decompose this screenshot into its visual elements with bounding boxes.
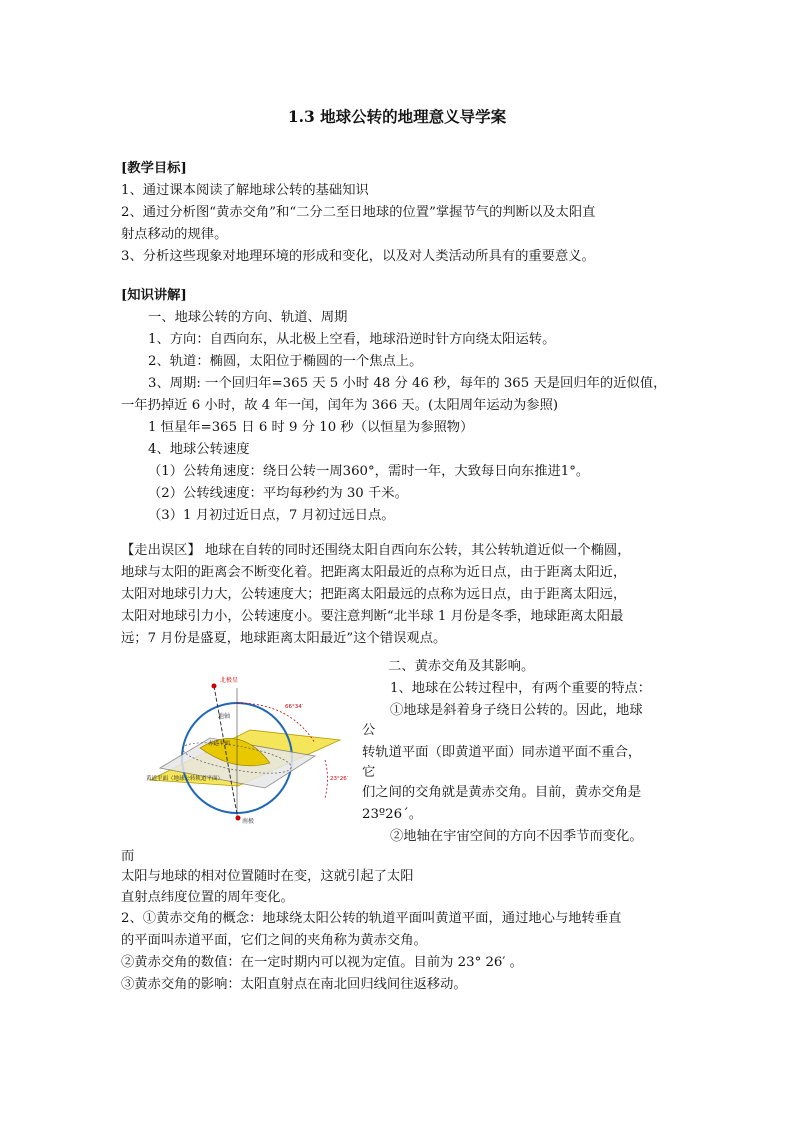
north-star-dot	[212, 684, 217, 689]
knowledge-line: （1）公转角速度：绕日公转一周360°，需时一年，大致每日向东推进1°。	[148, 464, 590, 479]
south-pole-dot	[236, 816, 241, 821]
knowledge-line: （2）公转线速度：平均每秒约为 30 千米。	[148, 486, 408, 501]
objective-line: 射点移动的规律。	[121, 227, 228, 242]
section2-heading: 二、黄赤交角及其影响。	[388, 659, 535, 674]
mistake-line: 地球与太阳的距离会不断变化着。把距离太阳最近的点称为近日点，由于距离太阳近，	[121, 565, 627, 580]
page-title: 1.3 地球公转的地理意义导学案	[287, 107, 507, 126]
objective-line: 3、分析这些现象对地理环境的形成和变化，以及对人类活动所具有的重要意义。	[121, 249, 595, 264]
section2-right-line: 1、地球在公转过程中，有两个重要的特点：	[390, 681, 652, 696]
objective-line: 2、通过分析图“黄赤交角”和“二分二至日地球的位置”掌握节气的判断以及太阳直	[121, 205, 596, 220]
section2-line: ②黄赤交角的数值：在一定时期内可以视为定值。目前为 23° 26′ 。	[121, 955, 523, 970]
knowledge-line: 4、地球公转速度	[148, 442, 250, 457]
section2-right-line: 转轨道平面（即黄道平面）同赤道平面不重合，	[362, 745, 642, 760]
label-angle-66: 66°34′	[285, 704, 303, 710]
section2-right-line: 们之间的交角就是黄赤交角。目前，黄赤交角是	[362, 785, 642, 800]
section2-right-line: ②地轴在宇宙空间的方向不因季节而变化。	[390, 829, 643, 844]
section2-line: 2、①黄赤交角的概念：地球绕太阳公转的轨道平面叫黄道平面，通过地心与地转垂直	[121, 911, 622, 926]
knowledge-line: 3、周期: 一个回归年=365 天 5 小时 48 分 46 秒，每年的 365 天是回归年的近似值，	[148, 376, 667, 391]
label-ecliptic-plane: 黄道平面（地球公转轨道平面）	[146, 776, 224, 782]
mistake-line: 【走出误区】 地球在自转的同时还围绕太阳自西向东公转，其公转轨道近似一个椭圆，	[121, 543, 631, 558]
section2-right-line: 公	[362, 723, 376, 738]
section2-right-line: 它	[362, 765, 376, 780]
section2-line: 太阳与地球的相对位置随时在变，这就引起了太阳	[121, 869, 414, 884]
mistake-line: 太阳对地球引力小，公转速度小。要注意判断“北半球 1 月份是冬季，地球距离太阳最	[121, 609, 624, 624]
section-heading: 一、地球公转的方向、轨道、周期	[148, 310, 348, 325]
section2-right-line: ①地球是斜着身子绕日公转的。因此，地球	[390, 703, 643, 718]
knowledge-line: 2、轨道：椭圆，太阳位于椭圆的一个焦点上。	[148, 354, 423, 369]
angle-arc	[325, 760, 328, 798]
label-angle-23: 23°26′	[330, 776, 348, 782]
knowledge-line: （3）1 月初过近日点，7 月初过远日点。	[148, 508, 395, 523]
objectives-heading: [教学目标]	[121, 161, 187, 176]
section2-line: 的平面叫赤道平面，它们之间的夹角称为黄赤交角。	[121, 933, 427, 948]
section2-line: ③黄赤交角的影响：太阳直射点在南北回归线间往返移动。	[121, 977, 467, 992]
knowledge-heading: [知识讲解]	[121, 288, 187, 303]
section2-line: 直射点纬度位置的周年变化。	[121, 890, 294, 905]
knowledge-line: 1 恒星年=365 日 6 时 9 分 10 秒（以恒星为参照物）	[148, 420, 474, 435]
label-axis: 地轴	[218, 713, 231, 720]
obliquity-diagram	[140, 668, 355, 828]
knowledge-line: 一年扔掉近 6 小时，故 4 年一闰，闰年为 366 天。(太阳周年运动为参照)	[121, 398, 559, 413]
label-equator-plane: 赤道平面	[208, 741, 231, 747]
label-south-pole: 南极	[242, 818, 255, 825]
label-north-star: 北极星	[220, 677, 239, 684]
section2-right-line: 23º26´。	[362, 807, 423, 822]
mistake-line: 远；7 月份是盛夏，地球距离太阳最近”这个错误观点。	[121, 631, 447, 646]
mistake-line: 太阳对地球引力大，公转速度大；把距离太阳最远的点称为远日点，由于距离太阳远，	[121, 587, 627, 602]
knowledge-line: 1、方向：自西向东，从北极上空看，地球沿逆时针方向绕太阳运转。	[148, 332, 556, 347]
objective-line: 1、通过课本阅读了解地球公转的基础知识	[121, 183, 369, 198]
section2-line: 而	[121, 849, 135, 864]
